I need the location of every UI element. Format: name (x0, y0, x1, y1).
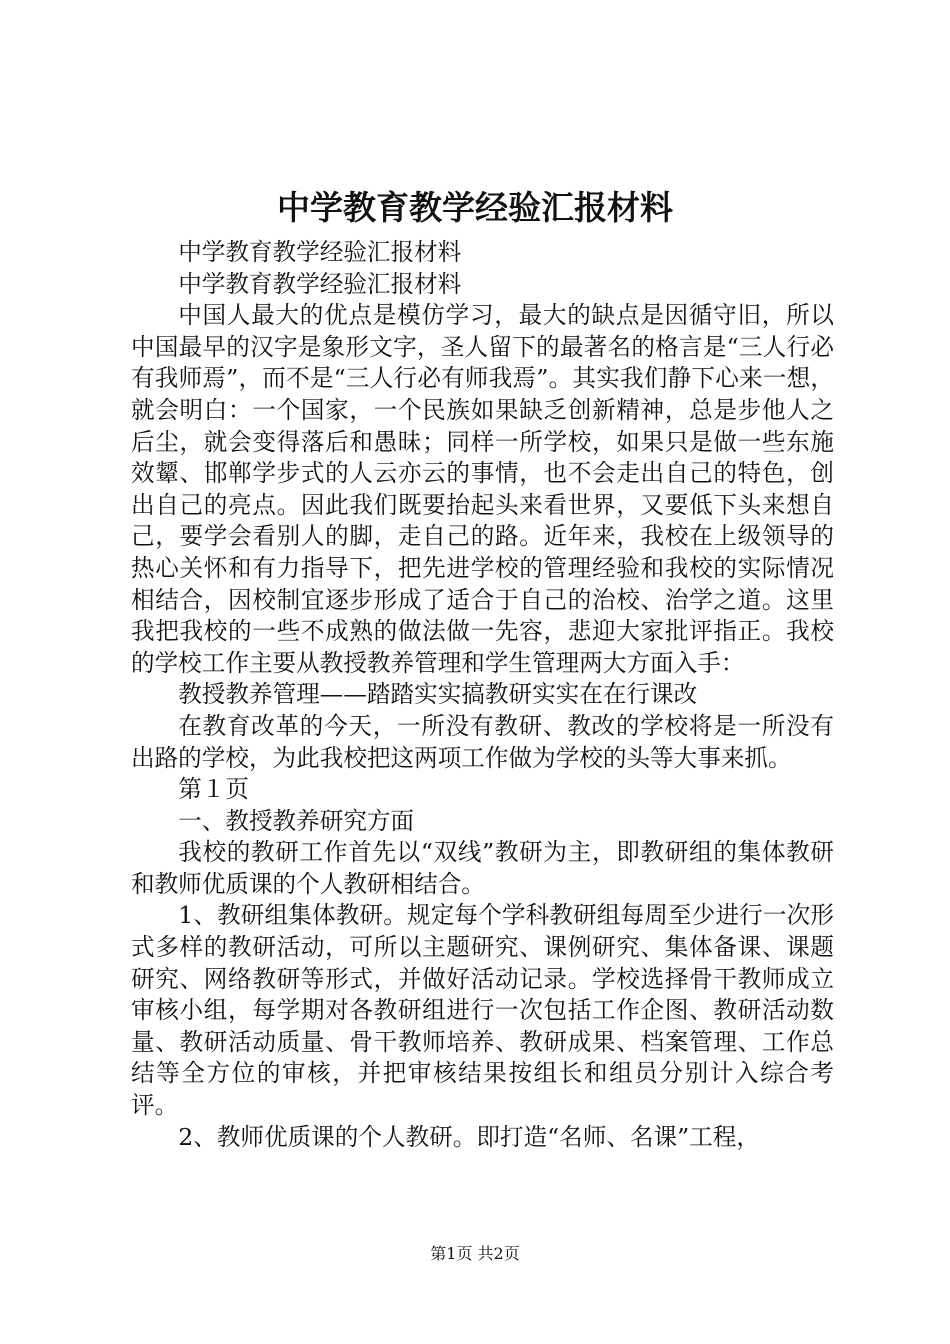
paragraph: 中学教育教学经验汇报材料 (178, 269, 462, 298)
section-heading: 教授教养管理——踏踏实实搞教研实实在在行课改 (178, 680, 698, 709)
inline-page-marker: 第１页 (178, 775, 249, 804)
paragraph: 2、教师优质课的个人教研。即打造“名师、名课”工程， (178, 1122, 760, 1151)
subsection-heading: 一、教授教养研究方面 (178, 806, 415, 835)
paragraph: 我校的教研工作首先以“双线”教研为主，即教研组的集体教研和教师优质课的个人教研相结合。 (131, 838, 834, 898)
paragraph: 1、教研组集体教研。规定每个学科教研组每周至少进行一次形式多样的教研活动，可所以主题研究、课例研究、集体备课、课题研究、网络教研等形式，并做好活动记录。学校选择骨干教师成立审核小组，每学期对各教研组进行一次包括工作企图、教研活动数量、教研活动质量、骨干教师培养、教研成果、档案管理、工作总结等全方位的审核，并把审核结果按组长和组员分别计入综合考评。 (131, 901, 834, 1120)
document-title: 中学教育教学经验汇报材料 (277, 188, 673, 227)
page-footer: 第1页 共2页 (430, 1244, 520, 1263)
document-body (131, 237, 834, 1153)
paragraph: 中国人最大的优点是模仿学习，最大的缺点是因循守旧，所以中国最早的汉字是象形文字，圣人留下的最著名的格言是“三人行必有我师焉”，而不是“三人行必有师我焉”。其实我们静下心来一想，就会明白：一个国家，一个民族如果缺乏创新精神，总是步他人之后尘，就会变得落后和愚昧；同样一所学校，如果只是做一些东施效颦、邯郸学步式的人云亦云的事情，也不会走出自己的特色，创出自己的亮点。因此我们既要抬起头来看世界，又要低下头来想自己，要学会看别人的脚，走自己的路。近年来，我校在上级领导的热心关怀和有力指导下，把先进学校的管理经验和我校的实际情况相结合，因校制宜逐步形成了适合于自己的治校、治学之道。这里我把我校的一些不成熟的做法做一先容，悲迎大家批评指正。我校的学校工作主要从教授教养管理和学生管理两大方面入手： (131, 301, 834, 677)
paragraph: 中学教育教学经验汇报材料 (178, 238, 462, 266)
paragraph: 在教育改革的今天，一所没有教研、教改的学校将是一所没有出路的学校，为此我校把这两项工作做为学校的头等大事来抓。 (131, 711, 834, 772)
